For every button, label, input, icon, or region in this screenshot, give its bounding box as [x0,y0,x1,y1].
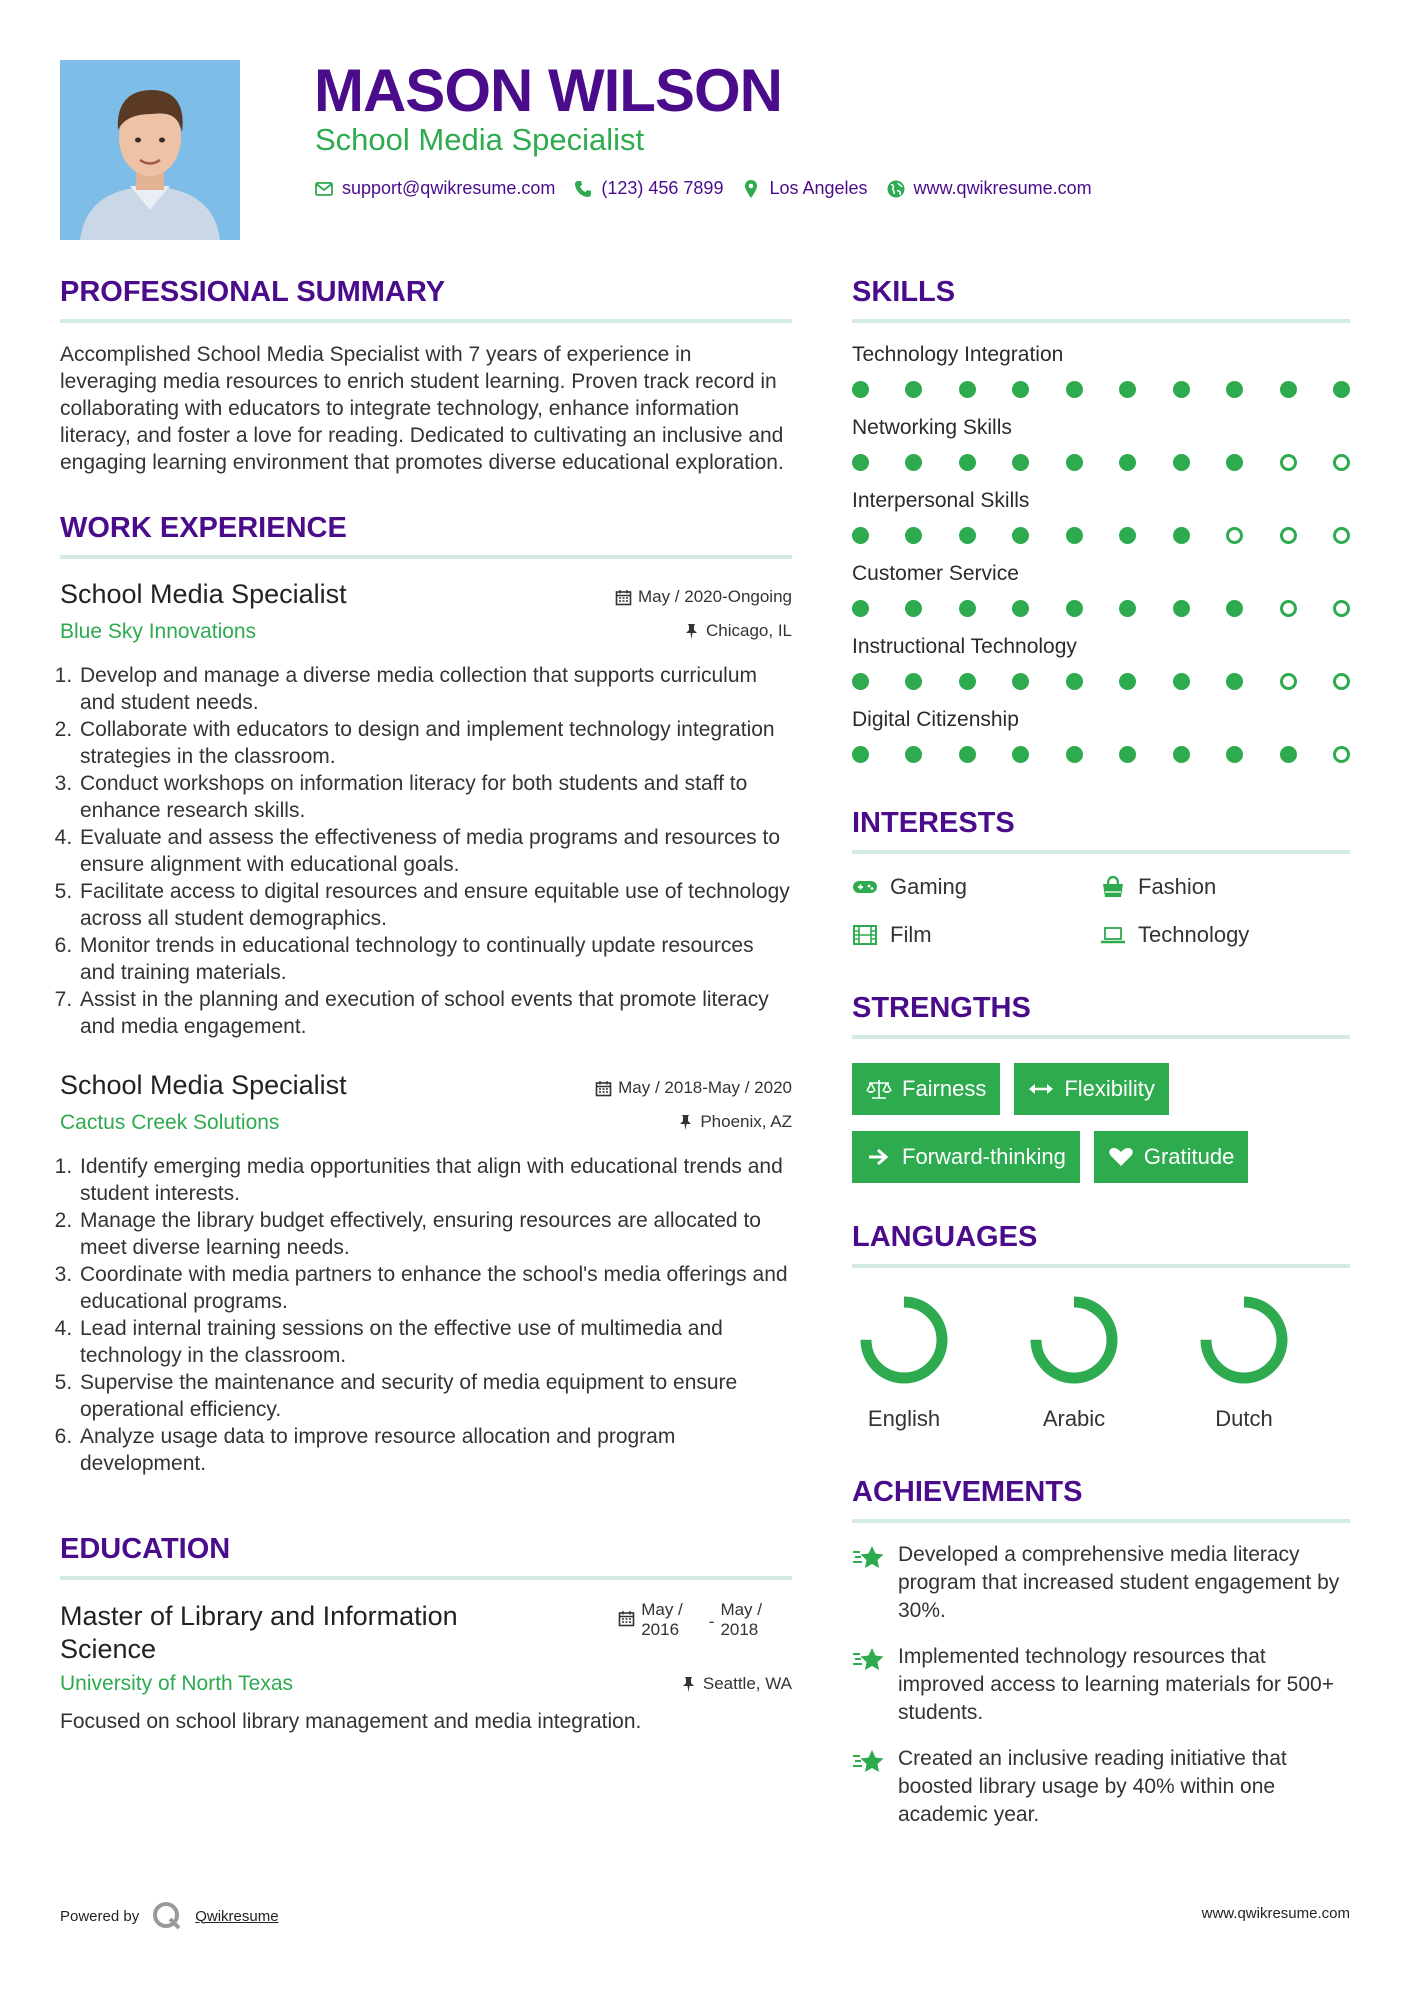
rating-dot-filled [959,746,976,763]
education-start-month: May / [641,1600,683,1619]
interest-label: Film [890,922,932,947]
summary-heading: PROFESSIONAL SUMMARY [60,276,446,308]
skills-list [852,343,1350,763]
skill-rating [852,527,1350,544]
interest-label: Fashion [1138,874,1217,899]
rating-dot-filled [1119,381,1136,398]
date-separator: - [708,1612,715,1631]
experience-heading: WORK EXPERIENCE [60,512,347,544]
qwikresume-logo-icon [151,1900,183,1932]
rating-dot-filled [1066,454,1083,471]
rating-dot-filled [1226,673,1243,690]
job-location [615,621,792,641]
job-dates [615,587,792,607]
pushpin-icon [680,1676,697,1693]
education-start [641,1600,683,1640]
rating-dot-filled [905,454,922,471]
skill-name: Digital Citizenship [852,708,1019,731]
rating-dot-filled [1119,527,1136,544]
rating-dot-filled [1012,381,1029,398]
list-item: 7. Assist in the planning and execution of school events that promote literacy and media engagement. [78,986,792,1040]
list-item: 4. Evaluate and assess the effectiveness of media programs and resources to ensure alignment with educational goals. [78,824,792,878]
achievement-text: Implemented technology resources that improved access to learning materials for 500+ students. [898,1645,1334,1724]
language-item [1198,1294,1290,1432]
interest-item [1100,874,1350,900]
education-section [60,1533,792,1735]
job-location [595,1112,792,1132]
achievement-text: Developed a comprehensive media literacy program that increased student engagement by 30%. [898,1543,1340,1622]
map-marker-icon [741,179,761,199]
interests-list [852,874,1350,948]
skills-heading: SKILLS [852,276,956,308]
strength-tag [1014,1063,1168,1115]
rating-dot-filled [1333,381,1350,398]
calendar-icon [618,1610,635,1627]
rating-dot-filled [852,454,869,471]
education-location-text: Seattle, WA [702,1674,792,1693]
education-dates [618,1600,762,1640]
rating-dot-empty [1333,746,1350,763]
strengths-section [852,992,1350,1183]
list-item: 6. Monitor trends in educational technology to continually update resources and training materials. [78,932,792,986]
shopping-bag-icon [1100,875,1126,899]
pushpin-icon [683,623,700,640]
contact-website[interactable] [886,178,1092,199]
skills-section [852,276,1350,763]
language-proficiency-ring [1198,1294,1290,1386]
rating-dot-filled [905,527,922,544]
email-text: support@qwikresume.com [342,178,556,198]
achievement-item [852,1745,1350,1829]
skill-rating [852,600,1350,617]
rating-dot-filled [1226,454,1243,471]
language-level-arc [866,1302,942,1378]
interest-item [852,874,1100,900]
education-start-year: 2016 [641,1620,680,1639]
contact-location [741,178,867,199]
job-role: School Media Specialist [60,579,347,609]
rating-dot-filled [959,600,976,617]
profile-photo [60,60,240,240]
website-text: www.qwikresume.com [913,178,1092,198]
section-divider [852,850,1350,854]
skill-rating [852,746,1350,763]
arrow-right-icon [866,1146,892,1168]
strength-label: Gratitude [1143,1144,1235,1169]
rating-dot-filled [1226,746,1243,763]
phone-text: (123) 456 7899 [601,178,724,198]
rating-dot-empty [1280,673,1297,690]
achievements-list [852,1541,1350,1829]
footer-brand-link[interactable]: Qwikresume [195,1907,279,1925]
rating-dot-filled [1280,746,1297,763]
skill-item [852,489,1350,544]
list-item: 2. Collaborate with educators to design and implement technology integration strategies in the classroom. [78,716,792,770]
rating-dot-empty [1333,673,1350,690]
achievement-item [852,1643,1350,1727]
rating-dot-filled [905,381,922,398]
strengths-heading: STRENGTHS [852,992,1031,1024]
language-item [1028,1294,1120,1432]
languages-list [852,1294,1350,1432]
skill-item [852,343,1350,398]
rating-dot-filled [959,673,976,690]
rating-dot-filled [959,381,976,398]
phone-icon [573,179,593,199]
right-column [852,276,1350,1829]
list-item: 2. Manage the library budget effectively, ensuring resources are allocated to meet diverse learning needs. [78,1207,792,1261]
rating-dot-filled [852,381,869,398]
strength-tag [1094,1131,1249,1183]
education-degree: Master of Library and Information Science [60,1601,458,1664]
star-trophy-icon [852,1747,886,1777]
job-location-text: Phoenix, AZ [700,1112,792,1131]
section-divider [60,1576,792,1580]
interest-label: Technology [1138,922,1250,947]
rating-dot-filled [852,673,869,690]
contact-email[interactable] [314,178,555,199]
rating-dot-filled [852,527,869,544]
achievement-item [852,1541,1350,1625]
rating-dot-empty [1280,527,1297,544]
achievements-section [852,1476,1350,1829]
rating-dot-filled [1280,381,1297,398]
education-location [680,1674,792,1694]
rating-dot-filled [905,673,922,690]
gamepad-icon [852,875,878,899]
summary-section [60,276,792,476]
pushpin-icon [677,1114,694,1131]
rating-dot-filled [959,454,976,471]
list-item: 1. Identify emerging media opportunities that align with educational trends and student interests. [78,1153,792,1207]
skill-rating [852,673,1350,690]
language-level-arc [1206,1302,1282,1378]
contact-bar [314,178,1100,199]
rating-dot-filled [1012,527,1029,544]
rating-dot-filled [1173,381,1190,398]
list-item: 4. Lead internal training sessions on the effective use of multimedia and technology in the classroom. [78,1315,792,1369]
list-item: 1. Develop and manage a diverse media collection that supports curriculum and student needs. [78,662,792,716]
rating-dot-filled [852,746,869,763]
star-trophy-icon [852,1543,886,1573]
film-icon [852,923,878,947]
rating-dot-filled [1173,527,1190,544]
list-item: 5. Supervise the maintenance and security of media equipment to ensure operational efficiency. [78,1369,792,1423]
rating-dot-filled [905,600,922,617]
rating-dot-filled [1226,381,1243,398]
education-school: University of North Texas [60,1672,294,1695]
interest-item [1100,922,1350,948]
rating-dot-filled [1226,600,1243,617]
envelope-icon [314,179,334,199]
rating-dot-filled [1012,673,1029,690]
rating-dot-filled [1012,600,1029,617]
rating-dot-filled [1066,673,1083,690]
laptop-icon [1100,923,1126,947]
contact-phone[interactable] [573,178,723,199]
interest-label: Gaming [890,874,968,899]
skill-rating [852,454,1350,471]
section-divider [852,1035,1350,1039]
language-name: English [867,1406,941,1431]
job-entry [60,1070,792,1477]
languages-section [852,1221,1350,1432]
rating-dot-filled [1119,454,1136,471]
list-item: 5. Facilitate access to digital resources and ensure equitable use of technology across all student demographics. [78,878,792,932]
languages-heading: LANGUAGES [852,1221,1038,1253]
education-end-year: 2018 [720,1620,759,1639]
candidate-name: MASON WILSON [314,57,782,124]
rating-dot-empty [1280,454,1297,471]
rating-dot-filled [905,746,922,763]
strength-label: Fairness [902,1076,987,1101]
skill-item [852,562,1350,617]
education-end-month: May / [720,1600,762,1619]
skill-item [852,635,1350,690]
language-proficiency-ring [1028,1294,1120,1386]
person-avatar-icon [60,60,240,240]
job-dates [595,1078,792,1098]
job-role: School Media Specialist [60,1070,347,1100]
interests-heading: INTERESTS [852,807,1015,839]
education-heading: EDUCATION [60,1533,231,1565]
education-end [720,1600,762,1640]
rating-dot-filled [1119,746,1136,763]
skill-item [852,416,1350,471]
language-proficiency-ring [858,1294,950,1386]
achievement-text: Created an inclusive reading initiative that boosted library usage by 40% within one academic year. [898,1747,1287,1826]
rating-dot-filled [1173,600,1190,617]
list-item: 3. Coordinate with media partners to enhance the school's media offerings and educational programs. [78,1261,792,1315]
rating-dot-filled [852,600,869,617]
rating-dot-filled [959,527,976,544]
left-column [60,276,792,1735]
interest-item [852,922,1100,948]
experience-section [60,512,792,1477]
strength-label: Forward-thinking [902,1144,1066,1169]
section-divider [852,319,1350,323]
skill-name: Instructional Technology [852,635,1077,658]
rating-dot-filled [1012,454,1029,471]
skill-rating [852,381,1350,398]
footer-website[interactable]: www.qwikresume.com [1201,1905,1350,1922]
job-company: Cactus Creek Solutions [60,1111,280,1134]
job-bullets [60,1153,792,1477]
section-divider [60,319,792,323]
rating-dot-empty [1280,600,1297,617]
footer-powered-by [60,1900,279,1932]
section-divider [852,1264,1350,1268]
list-item: 3. Conduct workshops on information literacy for both students and staff to enhance research skills. [78,770,792,824]
skill-name: Interpersonal Skills [852,489,1030,512]
achievements-heading: ACHIEVEMENTS [852,1476,1083,1508]
section-divider [852,1519,1350,1523]
rating-dot-filled [1173,454,1190,471]
job-dates-text: May / 2020-Ongoing [637,587,792,606]
powered-by-text: Powered by [60,1907,140,1925]
globe-icon [886,179,906,199]
arrows-horizontal-icon [1028,1078,1054,1100]
strengths-list [852,1063,1350,1183]
strength-label: Flexibility [1064,1076,1155,1101]
education-description: Focused on school library management and media integration. [60,1710,642,1733]
job-location-text: Chicago, IL [706,621,792,640]
summary-text: Accomplished School Media Specialist with 7 years of experience in leveraging media resources to enrich student learning. Proven track record in collaborating with educators to integrate technology, enhance information literacy, and foster a love for reading. Dedicated to cultivating an inclusive and engaging learning environment that promotes diverse educational exploration. [60,343,784,474]
rating-dot-filled [1012,746,1029,763]
rating-dot-filled [1119,673,1136,690]
rating-dot-empty [1333,600,1350,617]
job-bullets [60,662,792,1040]
rating-dot-filled [1066,527,1083,544]
section-divider [60,555,792,559]
rating-dot-empty [1333,527,1350,544]
rating-dot-filled [1066,381,1083,398]
job-company: Blue Sky Innovations [60,620,257,643]
strength-tag [852,1063,1000,1115]
skill-item [852,708,1350,763]
rating-dot-filled [1066,600,1083,617]
calendar-icon [595,1080,612,1097]
calendar-icon [615,589,632,606]
rating-dot-filled [1066,746,1083,763]
rating-dot-filled [1119,600,1136,617]
language-level-arc [1036,1302,1112,1378]
candidate-title: School Media Specialist [315,122,645,157]
strength-tag [852,1131,1080,1183]
rating-dot-filled [1173,673,1190,690]
language-item [858,1294,950,1432]
balance-scale-icon [866,1078,892,1100]
job-dates-text: May / 2018-May / 2020 [618,1078,792,1097]
rating-dot-empty [1333,454,1350,471]
language-name: Dutch [1215,1406,1273,1431]
location-text: Los Angeles [769,178,868,198]
list-item: 6. Analyze usage data to improve resource allocation and program development. [78,1423,792,1477]
rating-dot-empty [1226,527,1243,544]
rating-dot-filled [1173,746,1190,763]
job-entry [60,579,792,1040]
heart-icon [1108,1146,1134,1168]
star-trophy-icon [852,1645,886,1675]
skill-name: Networking Skills [852,416,1012,439]
interests-section [852,807,1350,948]
language-name: Arabic [1042,1406,1106,1431]
skill-name: Technology Integration [852,343,1064,366]
skill-name: Customer Service [852,562,1019,585]
